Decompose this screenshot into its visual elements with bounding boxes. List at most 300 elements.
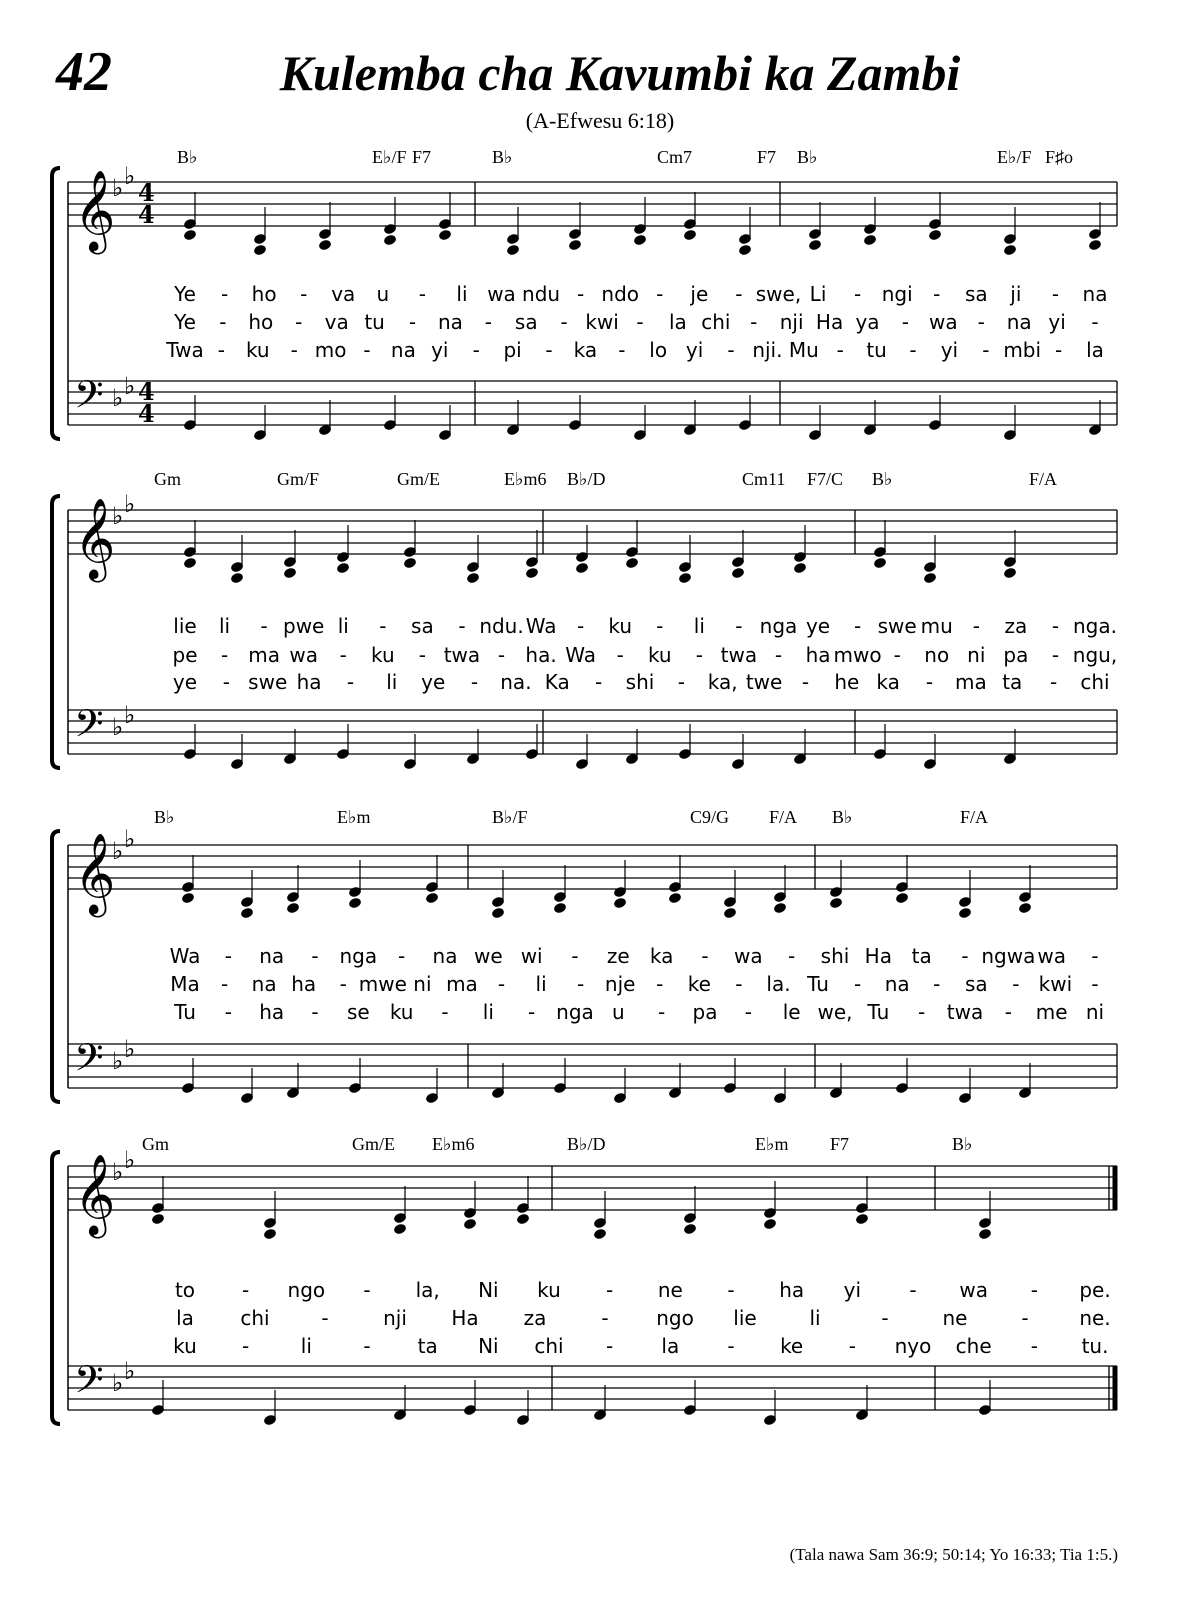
- chord-symbol: F7: [412, 147, 432, 167]
- lyric-syllable: li: [809, 1306, 821, 1330]
- chord-symbol: B♭: [952, 1134, 973, 1154]
- lyric-syllable: ya: [855, 310, 880, 334]
- lyric-syllable: nje: [604, 972, 636, 996]
- lyric-syllable: ka: [649, 944, 674, 968]
- lyric-hyphen: -: [801, 670, 810, 694]
- lyric-syllable: sa: [964, 972, 988, 996]
- lyric-syllable: ku: [370, 643, 395, 667]
- lyric-syllable: Tu: [174, 1000, 196, 1024]
- chord-symbol: E♭m6: [504, 469, 547, 489]
- lyric-hyphen: -: [560, 310, 568, 334]
- lyric-hyphen: -: [909, 1278, 917, 1302]
- lyric-syllable: twa: [946, 1000, 984, 1024]
- lyric-syllable: Ni: [478, 1334, 499, 1358]
- lyric-hyphen: -: [577, 614, 585, 638]
- lyric-syllable: ji: [1010, 282, 1022, 306]
- lyric-hyphen: -: [217, 338, 225, 362]
- lyric-hyphen: -: [853, 614, 862, 638]
- lyric-syllable: chi: [534, 1334, 564, 1358]
- lyric-syllable: ku: [647, 643, 672, 667]
- lyric-hyphen: -: [1051, 614, 1060, 638]
- lyric-syllable: ho: [251, 282, 277, 306]
- lyric-syllable: li: [300, 1334, 312, 1358]
- notehead: [516, 1213, 530, 1226]
- lyric-syllable: wa: [959, 1278, 988, 1302]
- lyric-syllable: pwe: [283, 614, 325, 638]
- flat-key-signature-icon: ♭: [124, 1035, 136, 1063]
- flat-key-signature-icon: ♭: [112, 174, 124, 202]
- lyric-hyphen: -: [701, 944, 709, 968]
- lyric-syllable: nga: [556, 1000, 594, 1024]
- notehead: [393, 1223, 407, 1236]
- lyric-hyphen: -: [774, 643, 783, 667]
- lyric-syllable: ke: [780, 1334, 804, 1358]
- lyric-hyphen: -: [224, 944, 232, 968]
- lyric-hyphen: -: [458, 614, 466, 638]
- lyric-hyphen: -: [379, 614, 387, 638]
- flat-key-signature-icon: ♭: [124, 1146, 136, 1174]
- lyric-syllable: twe: [745, 670, 783, 694]
- lyric-syllable: Mu: [788, 338, 819, 362]
- flat-key-signature-icon: ♭: [112, 1158, 124, 1186]
- lyric-hyphen: -: [677, 670, 685, 694]
- lyric-syllable: pa: [692, 1000, 718, 1024]
- lyric-syllable: mo: [314, 338, 347, 362]
- lyric-syllable: ku: [389, 1000, 414, 1024]
- lyric-hyphen: -: [545, 338, 553, 362]
- notehead: [978, 1228, 992, 1241]
- lyric-hyphen: -: [484, 310, 492, 334]
- lyric-syllable: Ha: [451, 1306, 479, 1330]
- lyric-hyphen: -: [441, 1000, 449, 1024]
- lyric-syllable: na: [1006, 310, 1032, 334]
- lyric-hyphen: -: [972, 614, 980, 638]
- lyric-syllable: lo: [649, 338, 668, 362]
- lyric-hyphen: -: [363, 1278, 371, 1302]
- lyric-hyphen: -: [595, 670, 603, 694]
- lyric-hyphen: -: [363, 1334, 371, 1358]
- lyric-syllable: chi: [1080, 670, 1110, 694]
- lyric-syllable: la: [669, 310, 687, 334]
- lyric-hyphen: -: [311, 1000, 319, 1024]
- lyric-hyphen: -: [606, 1278, 614, 1302]
- lyric-syllable: yi: [431, 338, 449, 362]
- lyric-hyphen: -: [1004, 1000, 1012, 1024]
- lyric-hyphen: -: [472, 338, 480, 362]
- chord-symbol: B♭: [832, 807, 853, 827]
- lyric-hyphen: -: [1021, 1306, 1029, 1330]
- chord-symbol: F♯o: [1045, 147, 1074, 167]
- lyric-hyphen: -: [656, 614, 664, 638]
- chord-symbol: B♭/D: [567, 469, 606, 489]
- notehead: [763, 1218, 777, 1231]
- time-signature: 4: [138, 377, 155, 406]
- lyric-hyphen: -: [727, 338, 735, 362]
- lyric-hyphen: -: [1050, 670, 1058, 694]
- lyric-syllable: ku: [245, 338, 270, 362]
- lyric-syllable: Twa: [166, 338, 204, 362]
- chord-symbol: B♭: [177, 147, 198, 167]
- lyric-hyphen: -: [881, 1306, 889, 1330]
- lyric-syllable: lie: [173, 614, 197, 638]
- lyric-syllable: swe: [877, 614, 917, 638]
- lyric-syllable: la: [1086, 338, 1104, 362]
- lyric-syllable: za: [1004, 614, 1028, 638]
- lyric-hyphen: -: [363, 338, 371, 362]
- lyric-hyphen: -: [636, 310, 644, 334]
- flat-key-signature-icon: ♭: [112, 502, 124, 530]
- treble-clef-icon: 𝄞: [74, 832, 116, 914]
- lyric-syllable: li: [535, 972, 547, 996]
- lyric-hyphen: -: [658, 1000, 666, 1024]
- lyric-syllable: pa: [1003, 643, 1029, 667]
- lyric-hyphen: -: [982, 338, 990, 362]
- lyric-syllable: sa: [411, 614, 434, 638]
- lyric-syllable: he: [834, 670, 860, 694]
- lyric-syllable: kwi: [585, 310, 619, 334]
- hymn-number: 42: [56, 41, 112, 103]
- lyric-syllable: nji.: [752, 338, 783, 362]
- lyric-syllable: ze: [606, 944, 630, 968]
- lyric-syllable: tu: [364, 310, 385, 334]
- lyric-hyphen: -: [933, 972, 941, 996]
- lyric-syllable: wa: [1037, 944, 1066, 968]
- lyric-hyphen: -: [656, 972, 664, 996]
- lyric-syllable: ka: [573, 338, 598, 362]
- lyric-hyphen: -: [836, 338, 844, 362]
- lyric-hyphen: -: [925, 670, 934, 694]
- lyric-syllable: Wa: [525, 614, 557, 638]
- lyric-syllable: che: [955, 1334, 992, 1358]
- lyric-hyphen: -: [727, 1278, 735, 1302]
- lyric-hyphen: -: [219, 310, 227, 334]
- lyric-syllable: ni: [413, 972, 432, 996]
- lyric-syllable: le: [782, 1000, 801, 1024]
- lyric-hyphen: -: [295, 310, 303, 334]
- lyric-syllable: ha: [805, 643, 831, 667]
- lyric-hyphen: -: [1012, 972, 1020, 996]
- notehead: [683, 1223, 697, 1236]
- lyric-syllable: ndo: [601, 282, 640, 306]
- hymn-title: Kulemba cha Kavumbi ka Zambi: [279, 45, 961, 101]
- lyric-hyphen: -: [727, 1334, 735, 1358]
- lyric-hyphen: -: [853, 282, 862, 306]
- lyric-hyphen: -: [346, 670, 355, 694]
- flat-key-signature-icon: ♭: [112, 1047, 124, 1075]
- lyric-hyphen: -: [339, 643, 347, 667]
- lyric-syllable: ma: [955, 670, 987, 694]
- lyric-syllable: li: [693, 614, 705, 638]
- lyric-hyphen: -: [1091, 972, 1099, 996]
- lyric-hyphen: -: [788, 944, 796, 968]
- lyric-syllable: swe: [248, 670, 288, 694]
- lyric-syllable: wa: [289, 643, 318, 667]
- lyric-syllable: na: [390, 338, 416, 362]
- chord-symbol: F7: [757, 147, 777, 167]
- treble-clef-icon: 𝄞: [74, 1153, 116, 1235]
- lyric-hyphen: -: [290, 338, 298, 362]
- lyric-hyphen: -: [618, 338, 626, 362]
- lyric-syllable: na: [251, 972, 277, 996]
- lyric-hyphen: -: [220, 643, 229, 667]
- lyric-syllable: mwo: [833, 643, 882, 667]
- flat-key-signature-icon: ♭: [112, 1369, 124, 1397]
- lyric-syllable: Tu: [807, 972, 829, 996]
- lyric-hyphen: -: [616, 643, 624, 667]
- lyric-syllable: va: [331, 282, 356, 306]
- time-signature: 4: [138, 200, 155, 229]
- lyric-hyphen: -: [909, 338, 917, 362]
- lyric-syllable: za: [523, 1306, 547, 1330]
- lyric-syllable: ke: [687, 972, 711, 996]
- lyric-syllable: yi: [940, 338, 959, 362]
- lyric-syllable: la,: [415, 1278, 440, 1302]
- lyric-syllable: u: [376, 282, 390, 306]
- lyric-hyphen: -: [242, 1334, 250, 1358]
- lyric-syllable: to: [174, 1278, 196, 1302]
- chord-symbol: E♭m: [337, 807, 371, 827]
- chord-symbol: F/A: [960, 807, 989, 827]
- chord-symbol: Gm: [142, 1134, 169, 1154]
- lyric-syllable: chi: [701, 310, 731, 334]
- lyric-syllable: ni: [967, 643, 986, 667]
- lyric-syllable: ha: [779, 1278, 805, 1302]
- lyric-syllable: ngo: [287, 1278, 326, 1302]
- lyric-hyphen: -: [601, 1306, 609, 1330]
- chord-symbol: E♭/F: [997, 147, 1032, 167]
- lyric-syllable: pi: [503, 338, 522, 362]
- lyric-syllable: no: [924, 643, 950, 667]
- lyric-syllable: ngwa: [981, 944, 1036, 968]
- lyric-syllable: Tu: [867, 1000, 890, 1024]
- lyric-syllable: ku: [173, 1334, 197, 1358]
- lyric-syllable: ndu.: [479, 614, 524, 638]
- lyric-syllable: Li: [809, 282, 827, 306]
- lyric-syllable: kwi: [1038, 972, 1073, 996]
- chord-symbol: Gm: [154, 469, 181, 489]
- lyric-syllable: tu: [866, 338, 887, 362]
- lyric-hyphen: -: [398, 944, 406, 968]
- lyric-syllable: ngo: [656, 1306, 694, 1330]
- chord-symbol: B♭: [797, 147, 818, 167]
- treble-clef-icon: 𝄞: [74, 169, 116, 251]
- lyric-hyphen: -: [1054, 338, 1063, 362]
- chord-symbol: B♭: [154, 807, 175, 827]
- lyric-syllable: wa: [734, 944, 763, 968]
- lyric-hyphen: -: [418, 282, 426, 306]
- lyric-syllable: wi: [520, 944, 543, 968]
- lyric-syllable: yi: [685, 338, 704, 362]
- lyric-syllable: nga: [339, 944, 378, 968]
- lyric-hyphen: -: [656, 282, 664, 306]
- lyric-syllable: li: [456, 282, 468, 306]
- lyric-syllable: ye: [805, 614, 831, 638]
- lyric-syllable: ndu: [522, 282, 561, 306]
- lyric-syllable: u: [611, 1000, 625, 1024]
- lyric-syllable: wa: [487, 282, 516, 306]
- notehead: [151, 1213, 165, 1226]
- lyric-hyphen: -: [408, 310, 417, 334]
- lyric-syllable: shi: [820, 944, 850, 968]
- lyric-syllable: nyo: [894, 1334, 932, 1358]
- lyric-syllable: je: [690, 282, 709, 306]
- lyric-hyphen: -: [606, 1334, 614, 1358]
- lyric-syllable: ku: [537, 1278, 561, 1302]
- lyric-syllable: ne.: [1079, 1306, 1111, 1330]
- lyric-hyphen: -: [918, 1000, 926, 1024]
- lyric-syllable: ma: [446, 972, 478, 996]
- flat-key-signature-icon: ♭: [112, 384, 124, 412]
- lyric-syllable: nji: [779, 310, 804, 334]
- lyric-hyphen: -: [744, 1000, 752, 1024]
- lyric-syllable: mbi: [1003, 338, 1042, 362]
- lyric-hyphen: -: [1051, 282, 1060, 306]
- lyric-hyphen: -: [220, 972, 229, 996]
- lyric-syllable: we,: [817, 1000, 853, 1024]
- chord-symbol: F7/C: [807, 469, 844, 489]
- lyric-syllable: swe,: [755, 282, 802, 306]
- lyric-hyphen: -: [735, 282, 743, 306]
- lyric-syllable: ta: [417, 1334, 438, 1358]
- lyric-syllable: se: [346, 1000, 370, 1024]
- lyric-hyphen: -: [577, 972, 585, 996]
- lyric-syllable: ta: [911, 944, 932, 968]
- lyric-syllable: li: [337, 614, 349, 638]
- lyric-syllable: va: [324, 310, 349, 334]
- lyric-line: [0, 1308, 1200, 1334]
- lyric-syllable: twa: [720, 643, 758, 667]
- lyric-syllable: Ma: [170, 972, 200, 996]
- chord-symbol: B♭/D: [567, 1134, 606, 1154]
- flat-key-signature-icon: ♭: [124, 490, 136, 518]
- lyric-syllable: mwe: [358, 972, 407, 996]
- lyric-syllable: Ni: [478, 1278, 499, 1302]
- chord-symbol: B♭: [872, 469, 893, 489]
- lyric-hyphen: -: [311, 944, 319, 968]
- lyric-syllable: pe: [172, 643, 198, 667]
- lyric-syllable: ne: [942, 1306, 968, 1330]
- lyric-syllable: la: [661, 1334, 680, 1358]
- lyric-hyphen: -: [470, 670, 479, 694]
- flat-key-signature-icon: ♭: [124, 1357, 136, 1385]
- flat-key-signature-icon: ♭: [124, 162, 136, 190]
- lyric-syllable: ha: [259, 1000, 285, 1024]
- lyric-syllable: na: [259, 944, 285, 968]
- lyric-syllable: nga.: [1073, 614, 1117, 638]
- lyric-hyphen: -: [222, 670, 230, 694]
- flat-key-signature-icon: ♭: [112, 837, 124, 865]
- lyric-syllable: ngi: [881, 282, 913, 306]
- notehead: [263, 1228, 277, 1241]
- lyric-syllable: Ha: [864, 944, 892, 968]
- lyric-syllable: yi: [843, 1278, 862, 1302]
- lyric-syllable: chi: [240, 1306, 270, 1330]
- flat-key-signature-icon: ♭: [124, 372, 136, 400]
- cross-references: (Tala nawa Sam 36:9; 50:14; Yo 16:33; Tia 1:5.): [789, 1545, 1118, 1564]
- flat-key-signature-icon: ♭: [124, 701, 136, 729]
- lyric-hyphen: -: [224, 1000, 232, 1024]
- bass-clef-icon: 𝄢: [74, 1357, 104, 1411]
- lyric-hyphen: -: [735, 614, 743, 638]
- lyric-syllable: li: [482, 1000, 494, 1024]
- lyric-syllable: yi: [1048, 310, 1066, 334]
- lyric-syllable: twa: [443, 643, 481, 667]
- lyric-hyphen: -: [901, 310, 910, 334]
- chord-symbol: B♭/F: [492, 807, 528, 827]
- lyric-hyphen: -: [1030, 1278, 1038, 1302]
- lyric-hyphen: -: [961, 944, 969, 968]
- lyric-hyphen: -: [260, 614, 268, 638]
- lyric-hyphen: -: [242, 1278, 250, 1302]
- lyric-hyphen: -: [577, 282, 585, 306]
- lyric-syllable: Ha: [815, 310, 844, 334]
- lyric-syllable: na: [884, 972, 910, 996]
- lyric-syllable: pe.: [1079, 1278, 1111, 1302]
- lyric-syllable: ho: [248, 310, 274, 334]
- lyric-syllable: ka: [876, 670, 900, 694]
- notehead: [593, 1228, 607, 1241]
- bass-clef-icon: 𝄢: [74, 1035, 104, 1089]
- lyric-syllable: nga: [759, 614, 798, 638]
- lyric-syllable: we: [473, 944, 503, 968]
- notehead: [463, 1218, 477, 1231]
- treble-clef-icon: 𝄞: [74, 497, 116, 579]
- lyric-line: [0, 1280, 1200, 1306]
- lyric-line: [0, 1336, 1200, 1362]
- lyric-syllable: sa: [964, 282, 988, 306]
- lyric-syllable: nji: [383, 1306, 407, 1330]
- lyric-syllable: ye: [421, 670, 446, 694]
- lyric-syllable: Ye: [174, 310, 196, 334]
- lyric-hyphen: -: [300, 282, 308, 306]
- lyric-hyphen: -: [1051, 643, 1060, 667]
- lyric-syllable: na.: [500, 670, 532, 694]
- flat-key-signature-icon: ♭: [112, 713, 124, 741]
- chord-symbol: E♭/F: [372, 147, 407, 167]
- lyric-syllable: ye: [172, 670, 198, 694]
- lyric-syllable: li: [386, 670, 398, 694]
- lyric-syllable: mu: [920, 614, 953, 638]
- lyric-hyphen: -: [528, 1000, 536, 1024]
- lyric-hyphen: -: [1091, 310, 1099, 334]
- time-signature: 4: [138, 399, 155, 428]
- lyric-hyphen: -: [735, 972, 743, 996]
- lyric-syllable: ha: [296, 670, 322, 694]
- lyric-hyphen: -: [750, 310, 758, 334]
- flat-key-signature-icon: ♭: [124, 825, 136, 853]
- lyric-syllable: la: [176, 1306, 194, 1330]
- lyric-hyphen: -: [418, 643, 426, 667]
- lyric-syllable: lie: [733, 1306, 757, 1330]
- chord-symbol: B♭: [492, 147, 513, 167]
- lyric-hyphen: -: [893, 643, 901, 667]
- lyric-hyphen: -: [1030, 1334, 1038, 1358]
- lyric-syllable: ni: [1085, 1000, 1105, 1024]
- lyric-syllable: li: [219, 614, 231, 638]
- lyric-syllable: tu.: [1081, 1334, 1109, 1358]
- lyric-syllable: Wa: [169, 944, 201, 968]
- bass-clef-icon: 𝄢: [74, 701, 104, 755]
- lyric-hyphen: -: [220, 282, 229, 306]
- chord-symbol: F/A: [1029, 469, 1058, 489]
- lyric-hyphen: -: [571, 944, 579, 968]
- lyric-hyphen: -: [933, 282, 941, 306]
- lyric-hyphen: -: [848, 1334, 856, 1358]
- lyric-syllable: Ye: [174, 282, 196, 306]
- lyric-hyphen: -: [321, 1306, 329, 1330]
- chord-symbol: Cm7: [657, 147, 693, 167]
- lyric-syllable: ha: [291, 972, 317, 996]
